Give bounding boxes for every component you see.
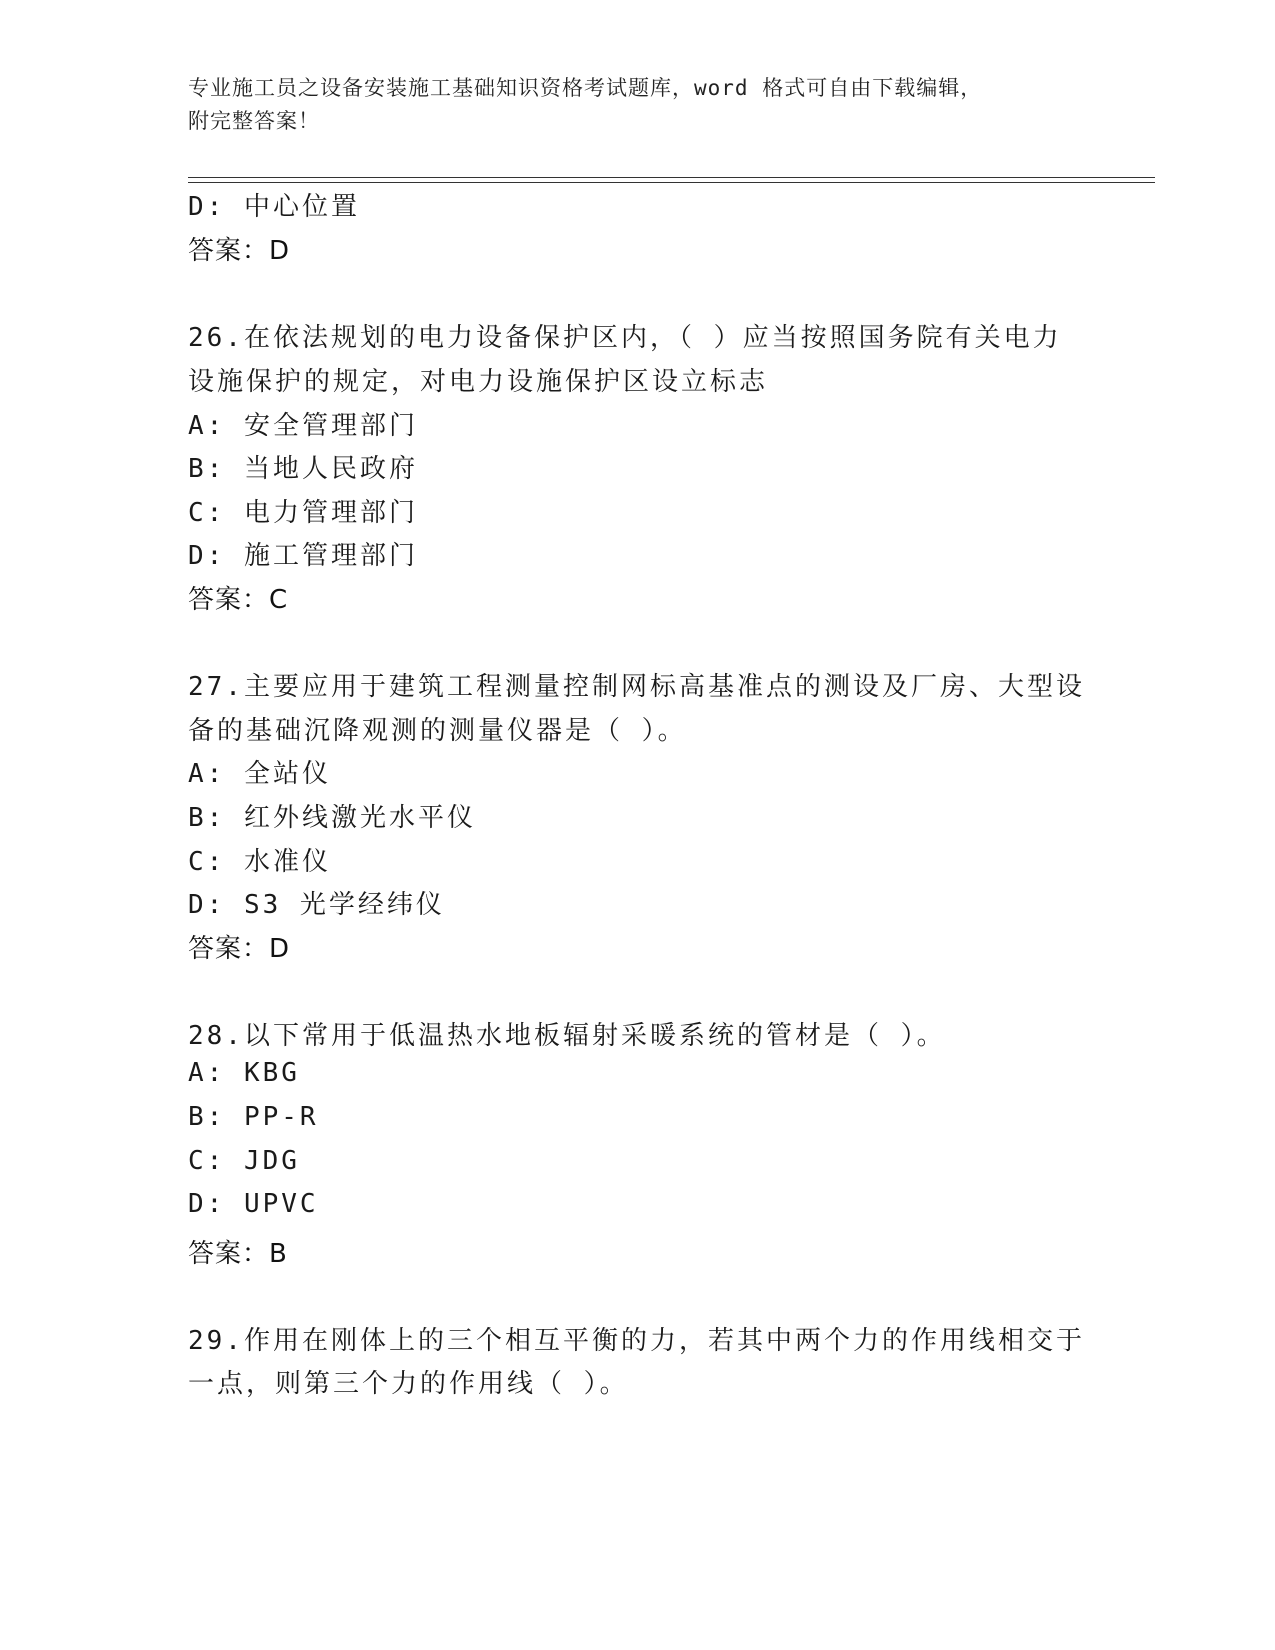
header-line-2: 附完整答案！ [188, 109, 320, 133]
header-line-1: 专业施工员之设备安装施工基础知识资格考试题库，word 格式可自由下载编辑， [188, 76, 983, 100]
document-header [188, 72, 1088, 138]
q27-stem-line-2: 备的基础沉降观测的测量仪器是（ ）。 [188, 716, 687, 746]
q26-stem-line-2: 设施保护的规定，对电力设施保护区设立标志 [188, 367, 769, 397]
q27-stem-line-1: 27.主要应用于建筑工程测量控制网标高基准点的测设及厂房、大型设 [188, 672, 1085, 702]
header-divider-bottom [188, 182, 1155, 183]
prev-option-d: D: 中心位置 [188, 192, 360, 222]
q26-option-d: D: 施工管理部门 [188, 541, 418, 571]
q29-stem-line-2: 一点，则第三个力的作用线（ ）。 [188, 1369, 629, 1399]
q26-stem-line-1: 26.在依法规划的电力设备保护区内，（ ）应当按照国务院有关电力 [188, 323, 1062, 353]
q26-answer: 答案：C [188, 585, 289, 615]
q28-option-b: B: PP-R [188, 1102, 319, 1132]
q28-option-d: D: UPVC [188, 1189, 319, 1219]
q26-option-a: A: 安全管理部门 [188, 411, 418, 441]
q27-answer: 答案：D [188, 934, 291, 964]
q27-option-d: D: S3 光学经纬仪 [188, 890, 445, 920]
q27-option-b: B: 红外线激光水平仪 [188, 803, 476, 833]
q29-stem-line-1: 29.作用在刚体上的三个相互平衡的力，若其中两个力的作用线相交于 [188, 1326, 1085, 1356]
q28-option-a: A: KBG [188, 1058, 300, 1088]
q28-stem-line-1: 28.以下常用于低温热水地板辐射采暖系统的管材是（ ）。 [188, 1021, 946, 1051]
header-divider-top [188, 177, 1155, 178]
q27-option-a: A: 全站仪 [188, 759, 331, 789]
prev-answer: 答案：D [188, 236, 291, 266]
q26-option-c: C: 电力管理部门 [188, 498, 418, 528]
q26-option-b: B: 当地人民政府 [188, 454, 418, 484]
q28-answer: 答案：B [188, 1239, 288, 1269]
q28-option-c: C: JDG [188, 1146, 300, 1176]
q27-option-c: C: 水准仪 [188, 847, 331, 877]
